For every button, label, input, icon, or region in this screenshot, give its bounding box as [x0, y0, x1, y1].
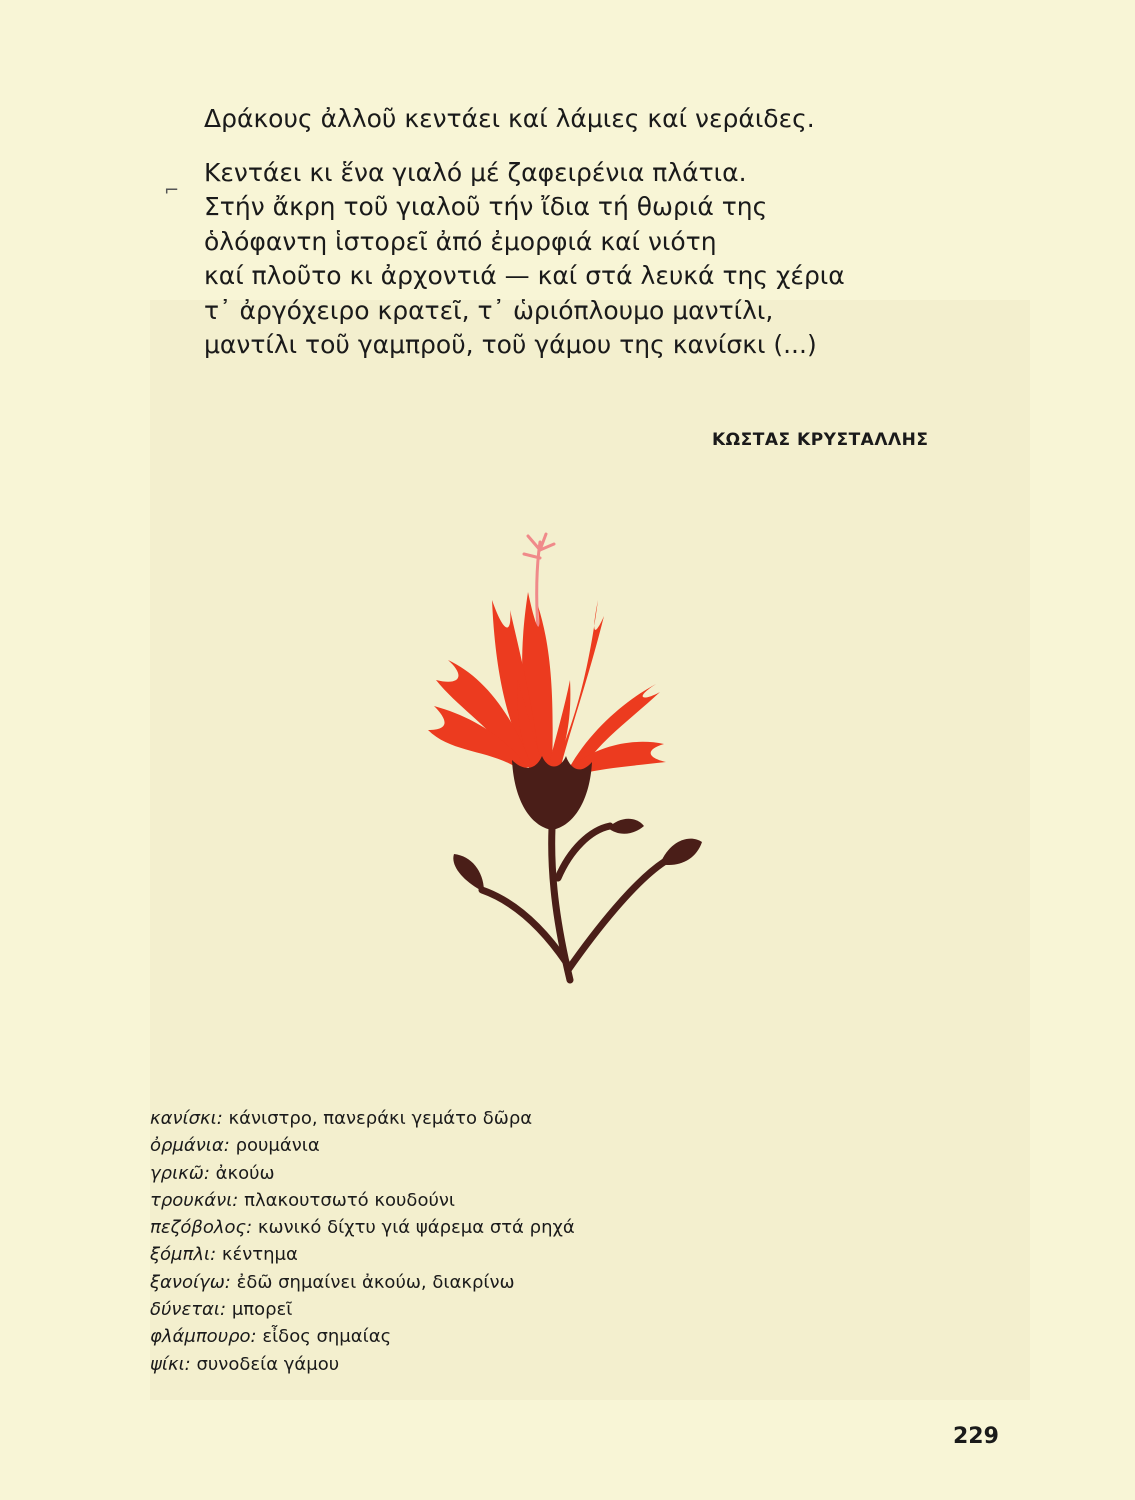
glossary-term: πεζόβολος:: [150, 1217, 253, 1239]
glossary-entry: [150, 1105, 850, 1132]
poem-line: Κεντάει κι ἕνα γιαλό μέ ζαφειρένια πλάτια.: [204, 157, 747, 187]
poem-line: ὁλόφαντη ἱστορεῖ ἀπό ἐμορφιά καί νιότη: [204, 226, 717, 256]
glossary-definition: ρουμάνια: [235, 1135, 320, 1157]
glossary-term: ὀρμάνια:: [150, 1135, 230, 1157]
poem-line: μαντίλι τοῦ γαμπροῦ, τοῦ γάμου της κανίσκι (...): [204, 330, 817, 359]
page-number: 229: [953, 1424, 999, 1449]
flower-illustration: [420, 530, 750, 990]
glossary-entry: [150, 1351, 850, 1378]
poem-line: Στήν ἄκρη τοῦ γιαλοῦ τήν ἴδια τή θωριά της: [204, 192, 768, 221]
glossary: [150, 1105, 850, 1378]
stanza-mark: ⌐: [164, 180, 180, 201]
glossary-definition: κωνικό δίχτυ γιά ψάρεμα στά ρηχά: [257, 1217, 575, 1239]
poem-line: τ᾽ ἀργόχειρο κρατεῖ, τ᾽ ὡριόπλουμο μαντίλι,: [204, 295, 774, 325]
flower-stem: [482, 826, 664, 980]
glossary-entry: [150, 1187, 850, 1214]
glossary-term: φλάμπουρο:: [150, 1326, 257, 1348]
glossary-definition: εἶδος σημαίας: [262, 1326, 392, 1348]
poem: [204, 102, 1024, 363]
poem-line: καί πλοῦτο κι ἀρχοντιά — καί στά λευκά της χέρια: [204, 261, 845, 290]
glossary-term: κανίσκι:: [150, 1108, 223, 1129]
glossary-entry: [150, 1269, 850, 1296]
flower-leaves: [453, 819, 702, 892]
glossary-term: ψίκι:: [150, 1353, 191, 1375]
glossary-entry: [150, 1160, 850, 1187]
glossary-definition: κέντημα: [221, 1244, 298, 1266]
glossary-definition: συνοδεία γάμου: [196, 1353, 340, 1375]
glossary-entry: [150, 1132, 850, 1159]
glossary-definition: πλακουτσωτό κουδούνι: [244, 1189, 456, 1211]
glossary-term: γρικῶ:: [150, 1162, 210, 1184]
glossary-term: τρουκάνι:: [150, 1189, 239, 1211]
glossary-entry: [150, 1214, 850, 1241]
poem-author: ΚΩΣΤΑΣ ΚΡΥΣΤΑΛΛΗΣ: [712, 430, 929, 450]
glossary-entry: [150, 1241, 850, 1268]
glossary-term: δύνεται:: [150, 1299, 227, 1321]
glossary-definition: ἀκούω: [215, 1162, 275, 1184]
poem-opening-line: Δράκους ἀλλοῦ κεντάει καί λάμιες καί νεράιδες.: [204, 104, 815, 133]
flower-petals: [428, 592, 666, 774]
glossary-term: ξόμπλι:: [150, 1244, 217, 1266]
glossary-definition: μπορεῖ: [231, 1299, 293, 1321]
glossary-entry: [150, 1323, 850, 1350]
glossary-entry: [150, 1296, 850, 1323]
glossary-definition: κάνιστρο, πανεράκι γεμάτο δῶρα: [228, 1108, 533, 1129]
glossary-term: ξανοίγω:: [150, 1271, 231, 1293]
glossary-definition: ἐδῶ σημαίνει ἀκούω, διακρίνω: [236, 1271, 515, 1293]
